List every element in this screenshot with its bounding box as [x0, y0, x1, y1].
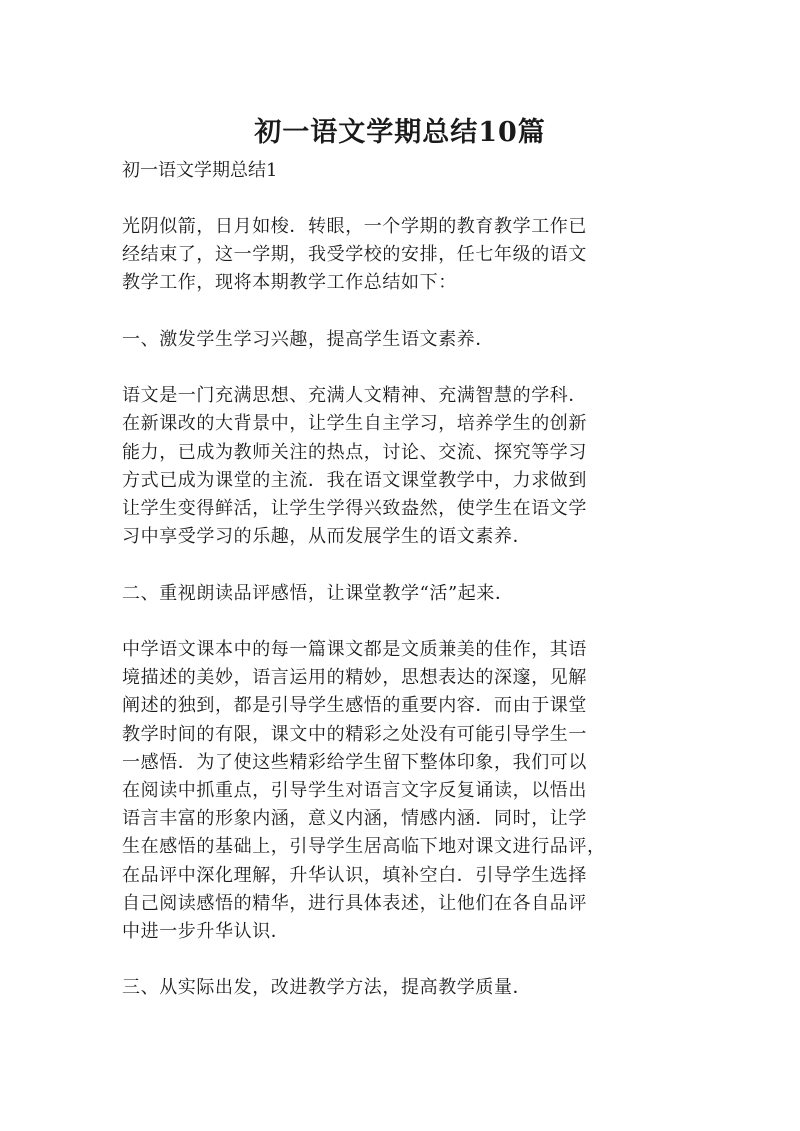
document-body: [122, 213, 682, 1031]
section-heading-3: 三、从实际出发，改进教学方法，提高教学质量．: [122, 977, 532, 999]
intro-paragraph: 光阴似箭，日月如梭．转眼，一个学期的教育教学工作已 经结束了，这一学期，我受学校的安排，任七年级的语文 教学工作，现将本期教学工作总结如下：: [122, 216, 587, 294]
document-title: 初一语文学期总结10篇: [254, 117, 546, 148]
section-paragraph-2: 中学语文课本中的每一篇课文都是文质兼美的佳作，其语 境描述的美妙，语言运用的精妙，思想表达的深邃，见解 阐述的独到，都是引导学生感悟的重要内容．而由于课堂 教学时间的有限，课文中的精彩之处没有可能引导学生一 一感悟．为了使这些精彩给学生留下整体印象，我们可以 在阅读中抓重点，引导学生对语言文字反复诵读，以悟出 语言丰富的形象内涵，意义内涵，情感内涵．同时，让学 生在感悟的基础上，引导学生居高临下地对课文进行品评， 在品评中深化理解，升华认识，填补空白．引导学生选择 自己阅读感悟的精华，进行具体表述，让他们在各自品评 中进一步升华认识．: [122, 638, 606, 943]
document-subtitle: 初一语文学期总结1: [122, 160, 278, 181]
section-heading-2: 二、重视朗读品评感悟，让课堂教学“活”起来．: [122, 582, 514, 604]
section-heading-1: 一、激发学生学习兴趣，提高学生语文素养．: [122, 328, 494, 350]
section-paragraph-1: 语文是一门充满思想、充满人文精神、充满智慧的学科． 在新课改的大背景中，让学生自主学习，培养学生的创新 能力，已成为教师关注的热点，讨论、交流、探究等学习 方式已成为课堂的主流．我在语文课堂教学中，力求做到 让学生变得鲜活，让学生学得兴致盎然，使学生在语文学 习中享受学习的乐趣，从而发展学生的语文素养．: [122, 385, 587, 548]
